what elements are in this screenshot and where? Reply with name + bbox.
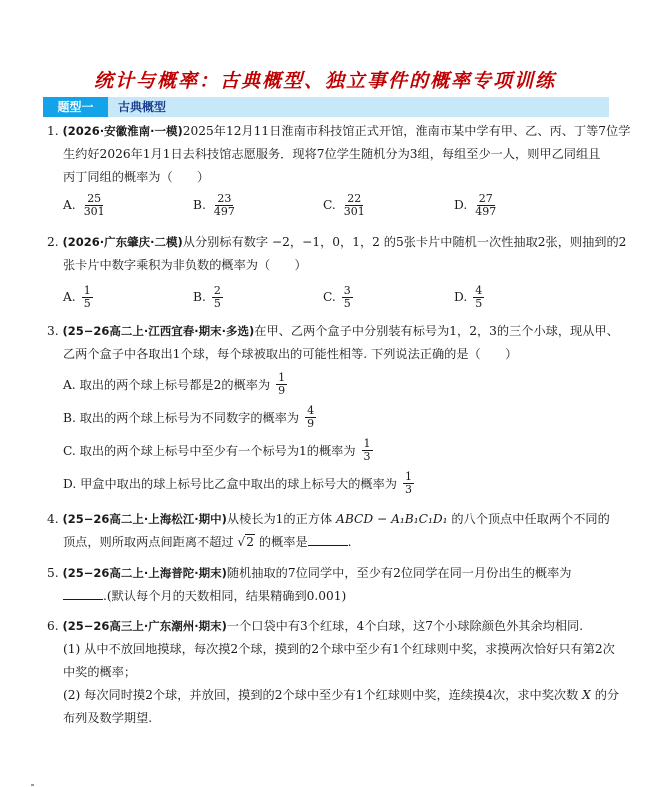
question-text: 生约好2026年1月1日去科技馆志愿服务．现将7位学生随机分为3组，每组至少一人，则甲乙同组且 [63, 147, 601, 161]
choice-b[interactable]: B. 取出的两个球上标号为不同数字的概率为 $\frac{4}{9}$ [63, 404, 315, 430]
fraction: $\frac{3}{5}$ [343, 283, 351, 310]
options-q2 [63, 282, 583, 312]
option-d[interactable]: D. $\frac{4}{5}$ [454, 283, 483, 310]
section-header [43, 97, 609, 117]
question-source: (2026·安徽淮南·一模) [62, 124, 183, 138]
page-title: 统计与概率：古典概型、独立事件的概率专项训练 [93, 70, 556, 92]
question-3 [47, 320, 619, 366]
question-source: (25−26高三上·广东潮州·期末) [62, 619, 227, 633]
question-1 [47, 120, 631, 189]
option-c[interactable]: C. $\frac{3}{5}$ [323, 283, 351, 310]
fraction: $\frac{1}{5}$ [83, 283, 91, 310]
option-c[interactable]: C. $\frac{22}{301}$ [323, 191, 365, 218]
fraction: $\frac{4}{9}$ [307, 404, 315, 430]
choice-d[interactable]: D. 甲盒中取出的球上标号比乙盒中取出的球上标号大的概率为 $\frac{1}{3}$ [63, 470, 412, 496]
fraction: $\frac{1}{3}$ [363, 437, 371, 463]
question-text: 乙两个盒子中各取出1个球，每个球被取出的可能性相等. 下列说法正确的是（ ） [63, 347, 518, 361]
question-4: 4. (25−26高二上·上海松江·期中)从棱长为1的正方体 ABCD − A₁B₁C₁D₁ 的八个顶点中任取两个不同的 顶点，则所取两点间距离不超过 √2 的概率是 . [47, 508, 612, 554]
fraction: $\frac{4}{5}$ [475, 283, 483, 310]
question-text: 2025年12月11日淮南市科技馆正式开馆，淮南市某中学有甲、乙、丙、丁等7位学 [182, 124, 631, 138]
fraction: $\frac{22}{301}$ [343, 191, 365, 218]
option-a[interactable]: A. $\frac{1}{5}$ [63, 283, 91, 310]
question-2 [47, 231, 627, 277]
sub-question-2: (2) 每次同时摸2个球，并放回，摸到的2个球中至少有1个红球则中奖，连续摸4次，求中奖次数 X 的分 [63, 688, 620, 702]
option-a[interactable]: A. $\frac{25}{301}$ [63, 191, 105, 218]
question-number: 6. [47, 619, 59, 633]
options-q1 [63, 190, 583, 220]
sub-question-1: (1) 从中不放回地摸球，每次摸2个球，摸到的2个球中至少有1个红球则中奖，求摸两次恰好只有第2次 [63, 642, 615, 656]
fraction: $\frac{23}{497}$ [213, 191, 235, 218]
question-number: 4. [47, 512, 59, 526]
fraction: $\frac{27}{497}$ [475, 191, 497, 218]
choice-c[interactable]: C. 取出的两个球上标号中至少有一个标号为1的概率为 $\frac{1}{3}$ [63, 437, 371, 463]
fraction: $\frac{25}{301}$ [83, 191, 105, 218]
question-source: (25−26高二上·上海松江·期中) [62, 512, 227, 526]
fraction: $\frac{2}{5}$ [213, 283, 221, 310]
question-source: (25−26高二上·上海普陀·期末) [62, 566, 227, 580]
answer-blank[interactable] [63, 587, 103, 600]
fraction: $\frac{1}{3}$ [404, 470, 412, 496]
question-source: (2026·广东肇庆·二模) [62, 235, 183, 249]
question-number: 2. [47, 235, 59, 249]
answer-blank[interactable] [308, 533, 348, 546]
math-expression: ABCD − A₁B₁C₁D₁ [336, 512, 448, 526]
option-b[interactable]: B. $\frac{23}{497}$ [193, 191, 235, 218]
option-b[interactable]: B. $\frac{2}{5}$ [193, 283, 221, 310]
question-text: 丙丁同组的概率为（ ） [63, 170, 210, 184]
question-number: 1. [47, 124, 59, 138]
section-label: 题型一 [43, 97, 108, 117]
sqrt-expression: √2 [237, 535, 255, 549]
question-text: 从分别标有数字 −2，−1，0，1，2 的5张卡片中随机一次性抽取2张，则抽到的2 [182, 235, 627, 249]
question-source: (25−26高二上·江西宜春·期末·多选) [62, 324, 255, 338]
page-mark [31, 784, 34, 786]
question-number: 3. [47, 324, 59, 338]
question-6: 6. (25−26高三上·广东潮州·期末)一个口袋中有3个红球，4个白球，这7个小球除颜色外其余均相同. (1) 从中不放回地摸球，每次摸2个球，摸到的2个球中至少有1个红球则中奖，求摸两次恰好只有第2次 中奖的概率； (2) 每次同时摸2个球，并放回，摸到的2个球中至少有1个红球则中奖，连续摸4次，求中奖次数 X 的分 布列及数学期望. [47, 619, 620, 725]
choice-a[interactable]: A. 取出的两个球上标号都是2的概率为 $\frac{1}{9}$ [63, 371, 286, 397]
fraction: $\frac{1}{9}$ [278, 371, 286, 397]
question-text: 张卡片中数字乘积为非负数的概率为（ ） [63, 258, 307, 272]
question-5: 5. (25−26高二上·上海普陀·期末)随机抽取的7位同学中，至少有2位同学在同一月份出生的概率为 .(默认每个月的天数相同，结果精确到0.001) [47, 566, 572, 603]
option-d[interactable]: D. $\frac{27}{497}$ [454, 191, 497, 218]
section-title: 古典概型 [118, 100, 167, 114]
question-number: 5. [47, 566, 59, 580]
question-text: 在甲、乙两个盒子中分别装有标号为1，2，3的三个小球，现从甲、 [254, 324, 619, 338]
